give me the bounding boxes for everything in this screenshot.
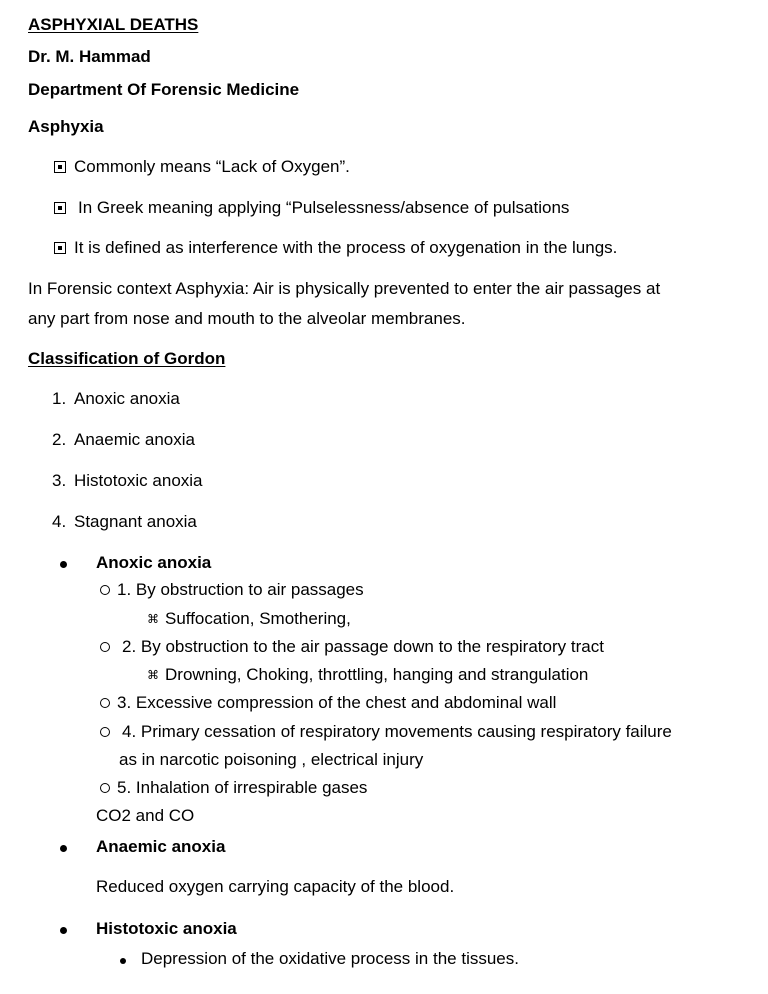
bullet-icon	[60, 553, 67, 573]
anoxic-cause-4: 4. Primary cessation of respiratory movements causing respiratory failure	[100, 722, 672, 742]
list-item: 1. Anoxic anoxia	[52, 389, 180, 408]
anoxic-cause-1: 1. By obstruction to air passages	[100, 580, 364, 600]
document-title: ASPHYXIAL DEATHS	[28, 15, 199, 34]
circle-bullet-icon	[100, 783, 110, 793]
bullet-icon	[60, 837, 67, 857]
circle-bullet-icon	[100, 727, 110, 737]
circle-bullet-icon	[100, 642, 110, 652]
boxed-bullet-icon	[54, 161, 66, 173]
circle-bullet-icon	[100, 698, 110, 708]
bullet-icon	[120, 949, 126, 969]
ornament-bullet-icon: ⌘	[147, 668, 159, 682]
histotoxic-anoxia-heading: Histotoxic anoxia	[96, 919, 237, 938]
asphyxia-point-1: Commonly means “Lack of Oxygen”.	[54, 157, 350, 177]
anoxic-cause-2-sub: ⌘ Drowning, Choking, throttling, hanging and strangulation	[147, 665, 589, 684]
bullet-icon	[60, 919, 67, 939]
anoxic-cause-4-continued: as in narcotic poisoning , electrical injury	[119, 750, 424, 769]
anoxic-cause-2: 2. By obstruction to the air passage down to the respiratory tract	[100, 637, 604, 657]
anoxic-cause-1-sub: ⌘ Suffocation, Smothering,	[147, 609, 351, 628]
anoxic-cause-5: 5. Inhalation of irrespirable gases	[100, 778, 367, 798]
author-name: Dr. M. Hammad	[28, 47, 151, 66]
forensic-context-line-1: In Forensic context Asphyxia: Air is physically prevented to enter the air passages at	[28, 279, 661, 298]
anaemic-anoxia-description: Reduced oxygen carrying capacity of the blood.	[96, 877, 455, 896]
anoxic-cause-3: 3. Excessive compression of the chest and abdominal wall	[100, 693, 556, 713]
asphyxia-heading: Asphyxia	[28, 117, 104, 136]
ornament-bullet-icon: ⌘	[147, 612, 159, 626]
histotoxic-anoxia-description: Depression of the oxidative process in the tissues.	[141, 949, 519, 968]
list-item: 4. Stagnant anoxia	[52, 512, 197, 531]
asphyxia-point-2: In Greek meaning applying “Pulselessness/absence of pulsations	[54, 198, 569, 218]
list-item: 2. Anaemic anoxia	[52, 430, 195, 449]
forensic-context-line-2: any part from nose and mouth to the alveolar membranes.	[28, 309, 466, 328]
classification-heading: Classification of Gordon	[28, 349, 226, 368]
list-item: 3. Histotoxic anoxia	[52, 471, 203, 490]
boxed-bullet-icon	[54, 242, 66, 254]
department-name: Department Of Forensic Medicine	[28, 80, 300, 99]
anoxic-cause-5-continued: CO2 and CO	[96, 806, 195, 825]
asphyxia-point-3: It is defined as interference with the process of oxygenation in the lungs.	[54, 238, 617, 258]
circle-bullet-icon	[100, 585, 110, 595]
anaemic-anoxia-heading: Anaemic anoxia	[96, 837, 226, 856]
anoxic-anoxia-heading: Anoxic anoxia	[96, 553, 212, 572]
boxed-bullet-icon	[54, 202, 66, 214]
